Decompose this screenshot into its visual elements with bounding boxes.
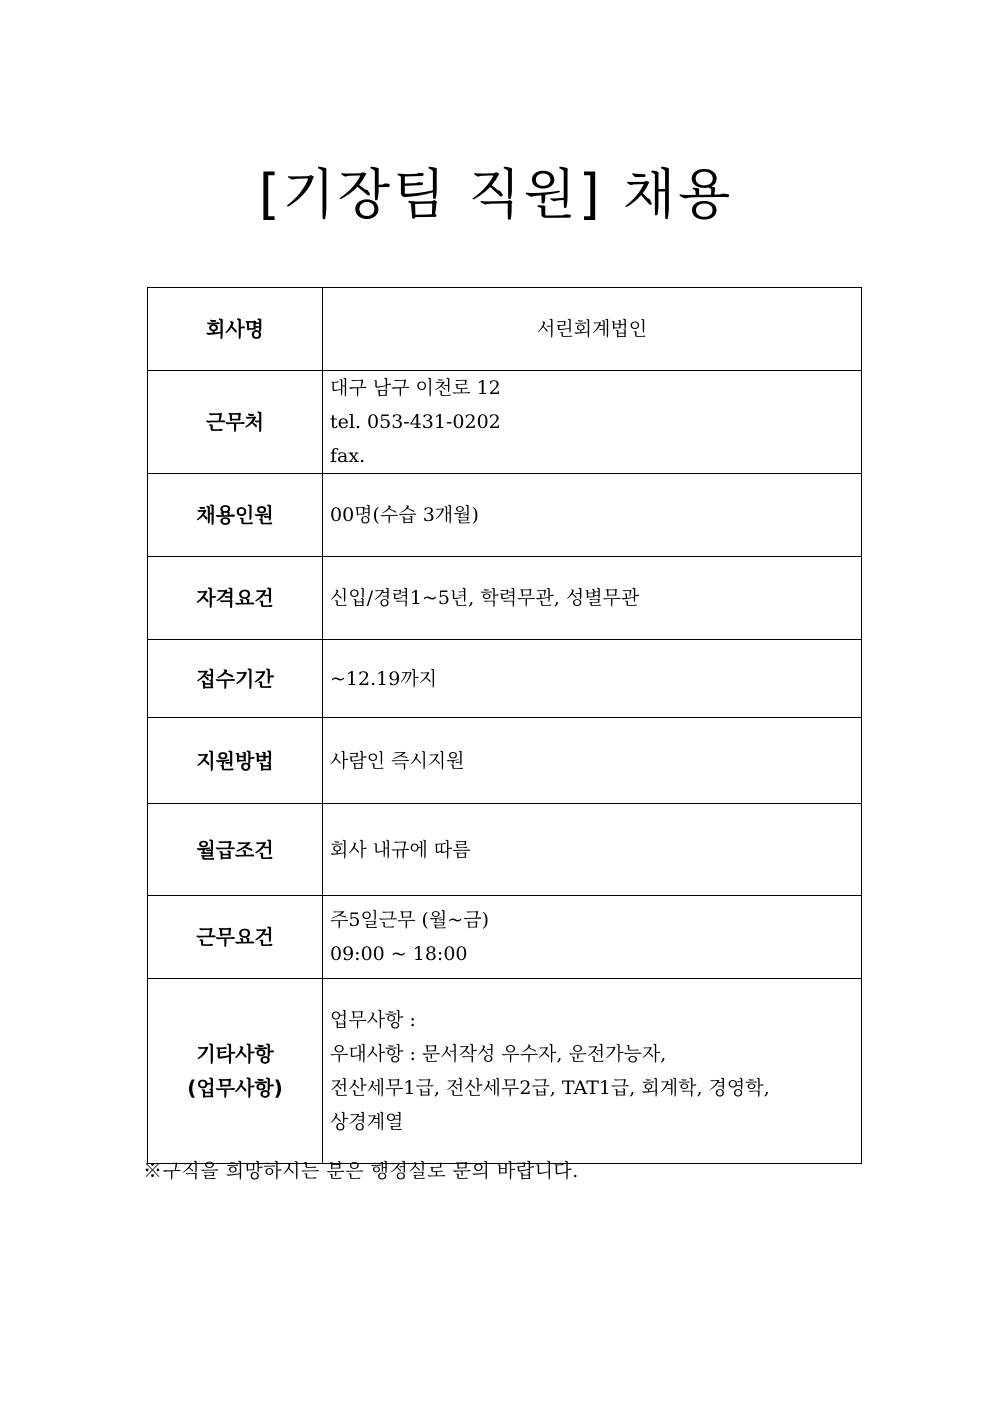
table-row-application-period <box>148 640 862 718</box>
footnote: ※구직을 희망하시는 분은 행정실로 문의 바랍니다. <box>143 1160 579 1182</box>
label-other-line1: 기타사항 <box>196 1042 274 1066</box>
majors-text: 상경계열 <box>330 1111 404 1133</box>
label-company: 회사명 <box>148 288 323 371</box>
label-headcount: 채용인원 <box>148 474 323 557</box>
value-qualifications <box>323 557 862 640</box>
value-application-period <box>323 640 862 718</box>
table-row-company <box>148 288 862 371</box>
workplace-address: 대구 남구 이천로 12 <box>330 377 501 399</box>
application-method-text: 사람인 즉시지원 <box>330 749 465 772</box>
label-application-period: 접수기간 <box>148 640 323 718</box>
value-headcount <box>323 474 862 557</box>
label-salary: 월급조건 <box>148 804 323 896</box>
value-application-method <box>323 718 862 804</box>
salary-text: 회사 내규에 따름 <box>330 838 471 861</box>
company-name: 서린회계법인 <box>536 318 648 340</box>
certifications-text: 전산세무1급, 전산세무2급, TAT1급, 회계학, 경영학, <box>330 1077 770 1099</box>
application-period-text: ~12.19까지 <box>330 667 438 690</box>
label-qualifications: 자격요건 <box>148 557 323 640</box>
table-row-other <box>148 979 862 1164</box>
table-row-salary <box>148 804 862 896</box>
qualifications-text: 신입/경력1~5년, 학력무관, 성별무관 <box>330 587 640 609</box>
value-salary <box>323 804 862 896</box>
workplace-fax: fax. <box>330 445 366 467</box>
table-row-working-conditions <box>148 896 862 979</box>
table-row-application-method <box>148 718 862 804</box>
value-company <box>323 288 862 371</box>
value-other <box>323 979 862 1164</box>
working-days-text: 주5일근무 (월~금) <box>330 909 489 931</box>
label-working-conditions: 근무요건 <box>148 896 323 979</box>
label-application-method: 지원방법 <box>148 718 323 804</box>
table-row-qualifications <box>148 557 862 640</box>
value-workplace <box>323 371 862 474</box>
working-hours-text: 09:00 ~ 18:00 <box>330 943 468 965</box>
headcount-text: 00명(수습 3개월) <box>330 504 479 526</box>
duties-text: 업무사항 : <box>330 1009 416 1031</box>
preferred-text: 우대사항 : 문서작성 우수자, 운전가능자, <box>330 1043 667 1065</box>
label-other <box>148 979 323 1164</box>
label-other-line2: (업무사항) <box>187 1076 283 1100</box>
label-workplace: 근무처 <box>148 371 323 474</box>
page-title: [기장팀 직원] 채용 <box>258 163 734 226</box>
value-working-conditions <box>323 896 862 979</box>
table-row-headcount <box>148 474 862 557</box>
workplace-tel: tel. 053-431-0202 <box>330 411 501 433</box>
table-row-workplace <box>148 371 862 474</box>
job-info-table <box>147 287 862 1164</box>
